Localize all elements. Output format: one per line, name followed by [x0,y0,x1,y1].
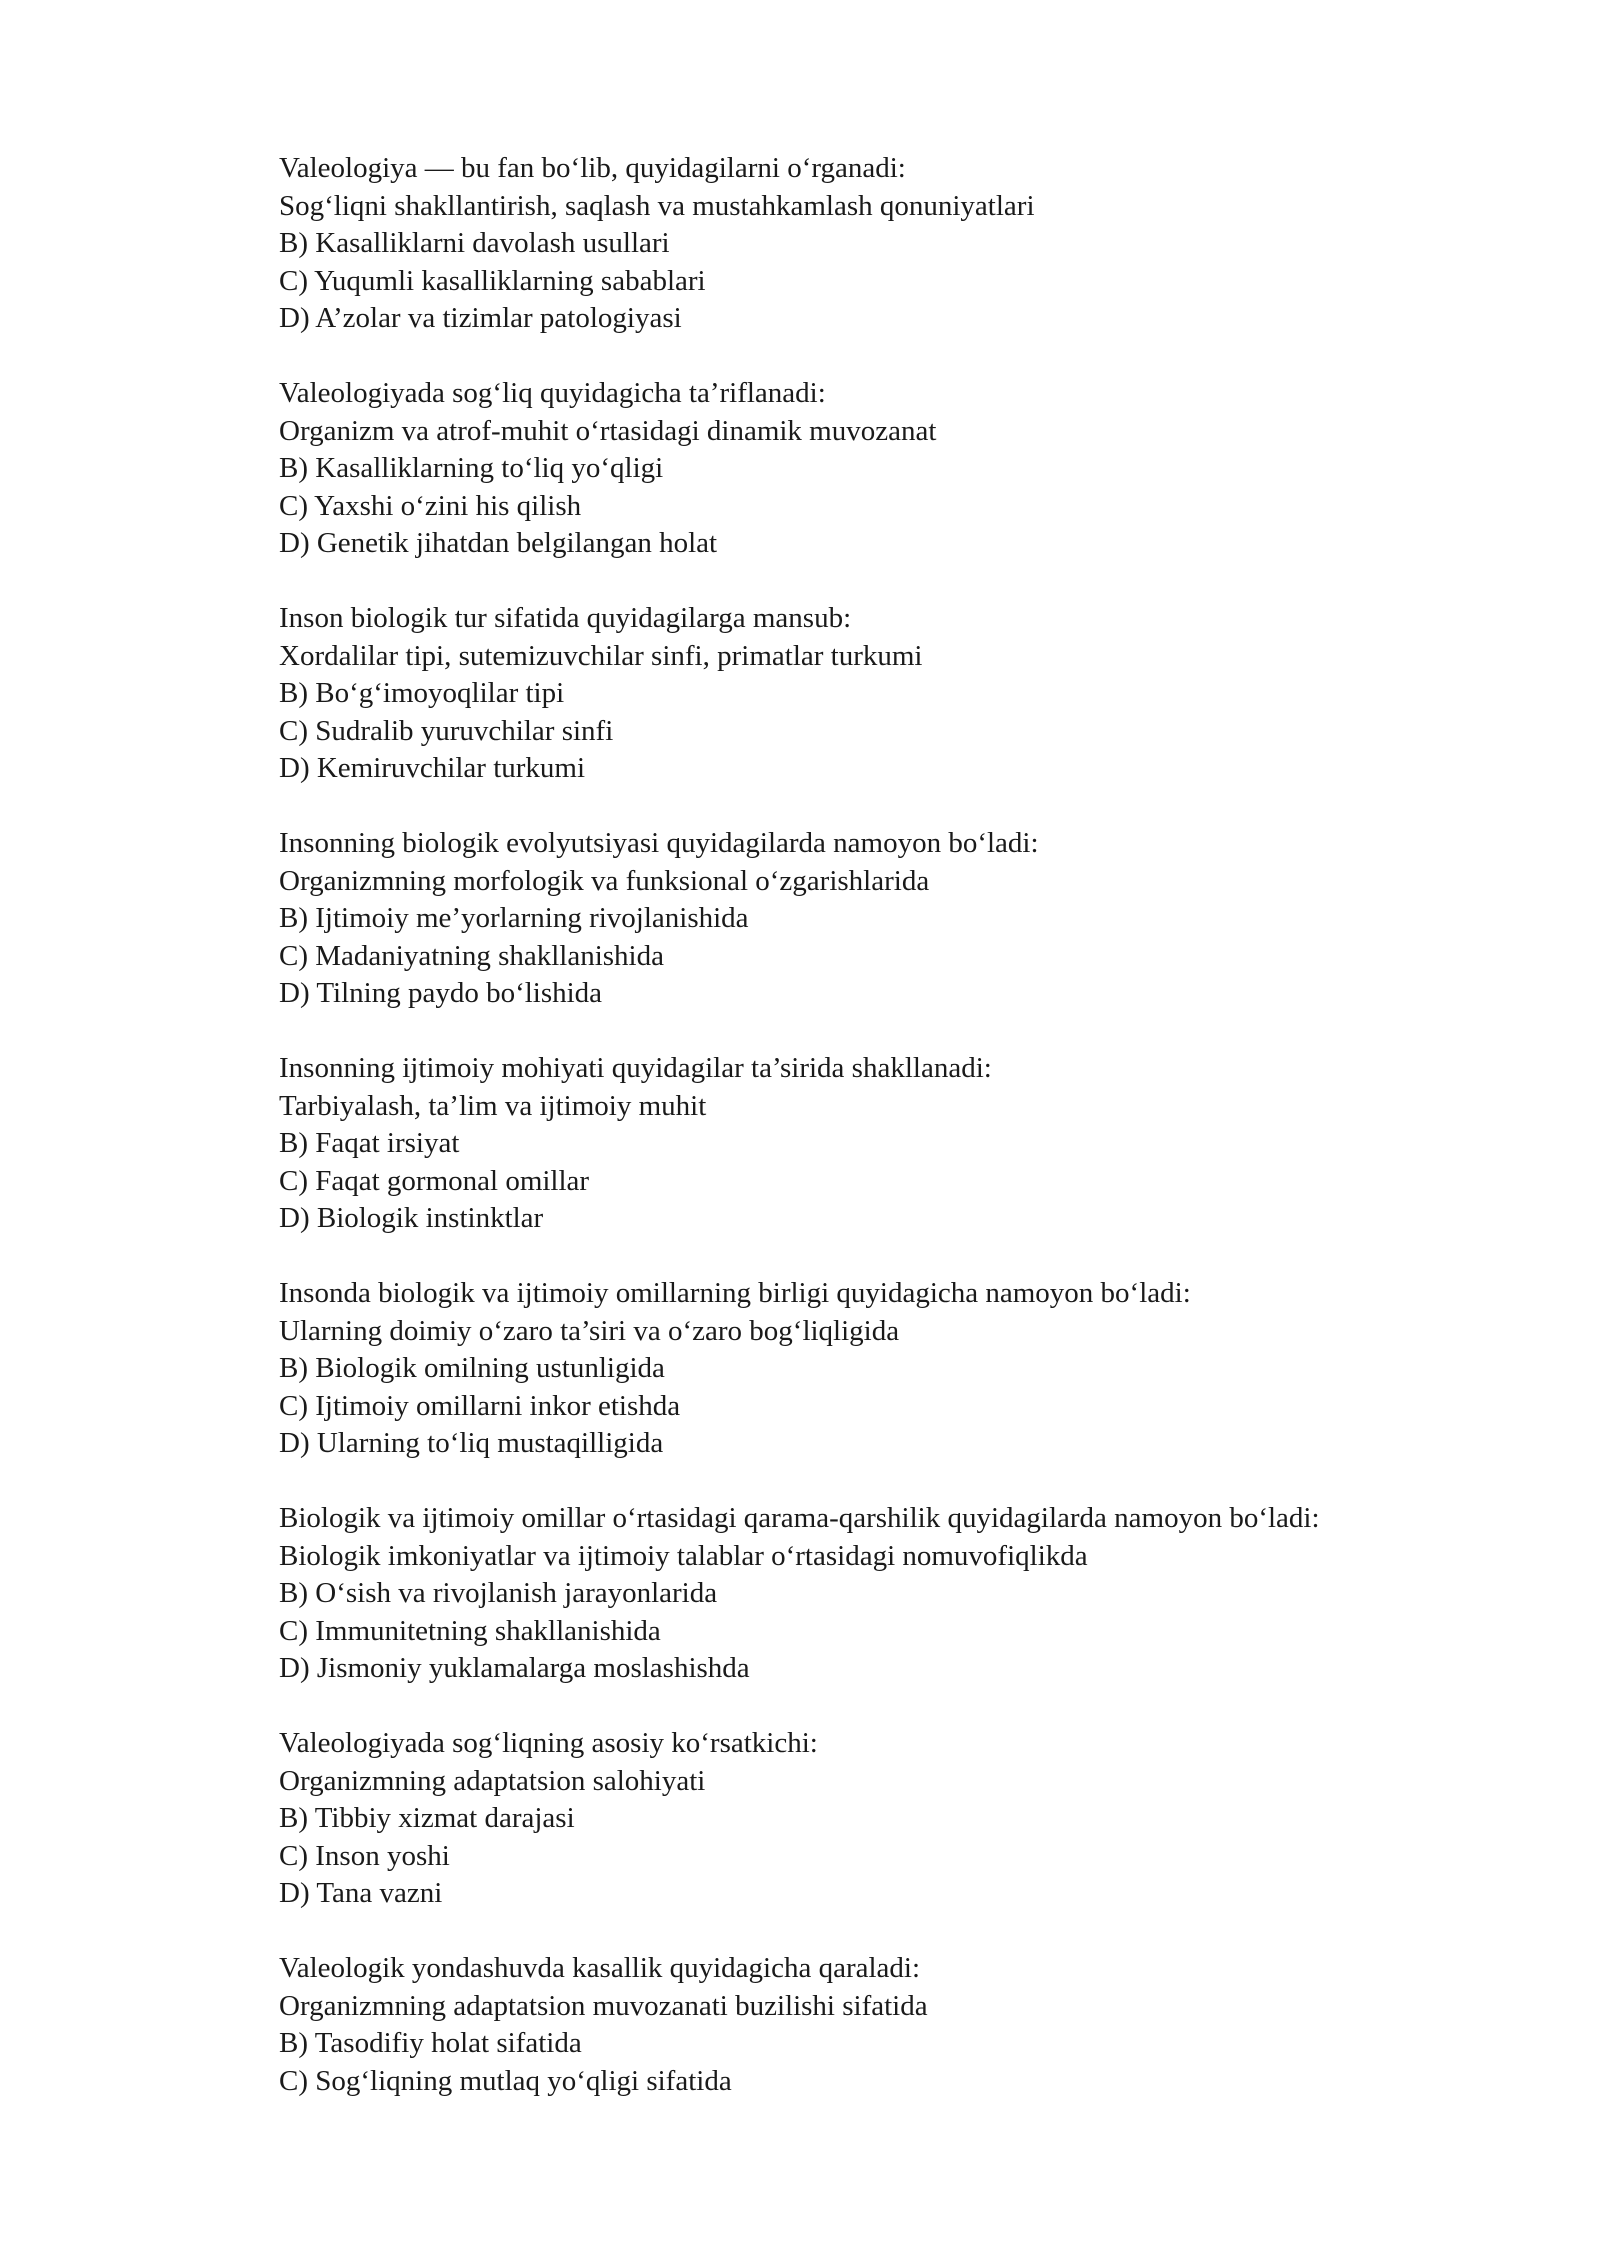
answer-option: B) Biologik omilning ustunligida [279,1352,665,1384]
answer-option: D) A’zolar va tizimlar patologiyasi [279,302,682,334]
question-prompt: Valeologiyada sog‘liqning asosiy ko‘rsatkichi: [279,1727,818,1759]
answer-option-a: Ularning doimiy o‘zaro ta’siri va o‘zaro bog‘liqligida [279,1314,900,1347]
answer-option-a: Tarbiyalash, ta’lim va ijtimoiy muhit [279,1089,707,1122]
answer-option: B) Bo‘g‘imoyoqlilar tipi [279,677,565,709]
answer-option: C) Madaniyatning shakllanishida [279,939,664,972]
question-prompt: Valeologiyada sog‘liq quyidagicha ta’riflanadi: [279,377,826,409]
answer-option: D) Kemiruvchilar turkumi [279,752,586,784]
answer-option: D) Tilning paydo bo‘lishida [279,977,603,1009]
question-block [279,375,1539,563]
answer-option: B) Kasalliklarning to‘liq yo‘qligi [279,452,664,484]
answer-option: D) Genetik jihatdan belgilangan holat [279,527,718,559]
answer-option: C) Sudralib yuruvchilar sinfi [279,714,614,747]
question-prompt: Valeologiya — bu fan bo‘lib, quyidagilarni o‘rganadi: [279,152,906,184]
answer-option: C) Yuqumli kasalliklarning sabablari [279,264,706,297]
answer-option: D) Biologik instinktlar [279,1202,544,1234]
answer-option-a: Xordalilar tipi, sutemizuvchilar sinfi, primatlar turkumi [279,639,923,672]
answer-option: B) Tibbiy xizmat darajasi [279,1802,575,1834]
question-prompt: Insonning ijtimoiy mohiyati quyidagilar ta’sirida shakllanadi: [279,1052,992,1084]
answer-option-a: Organizmning adaptatsion muvozanati buzilishi sifatida [279,1989,928,2022]
answer-option: D) Jismoniy yuklamalarga moslashishda [279,1652,750,1684]
question-block [279,1275,1539,1463]
answer-option: B) Kasalliklarni davolash usullari [279,227,670,259]
question-prompt: Insonning biologik evolyutsiyasi quyidagilarda namoyon bo‘ladi: [279,827,1039,859]
answer-option: B) Tasodifiy holat sifatida [279,2027,582,2059]
answer-option-a: Organizmning morfologik va funksional o‘zgarishlarida [279,864,930,897]
answer-option: D) Tana vazni [279,1877,443,1909]
question-prompt: Biologik va ijtimoiy omillar o‘rtasidagi qarama-qarshilik quyidagilarda namoyon bo‘ladi: [279,1502,1320,1534]
question-block [279,1725,1539,1913]
question-prompt: Inson biologik tur sifatida quyidagilarga mansub: [279,602,852,634]
answer-option: B) Ijtimoiy me’yorlarning rivojlanishida [279,902,749,934]
answer-option: C) Yaxshi o‘zini his qilish [279,489,582,522]
question-prompt: Insonda biologik va ijtimoiy omillarning birligi quyidagicha namoyon bo‘ladi: [279,1277,1191,1309]
answer-option-a: Biologik imkoniyatlar va ijtimoiy talablar o‘rtasidagi nomuvofiqlikda [279,1539,1088,1572]
question-block [279,1950,1539,2100]
question-block [279,600,1539,788]
answer-option: B) Faqat irsiyat [279,1127,460,1159]
question-block [279,1500,1539,1688]
answer-option: D) Ularning to‘liq mustaqilligida [279,1427,664,1459]
answer-option-a: Organizmning adaptatsion salohiyati [279,1764,706,1797]
question-prompt: Valeologik yondashuvda kasallik quyidagicha qaraladi: [279,1952,921,1984]
answer-option: C) Ijtimoiy omillarni inkor etishda [279,1389,681,1422]
answer-option: B) O‘sish va rivojlanish jarayonlarida [279,1577,718,1609]
question-block [279,825,1539,1013]
answer-option: C) Faqat gormonal omillar [279,1164,590,1197]
answer-option: C) Immunitetning shakllanishida [279,1614,661,1647]
question-block [279,1050,1539,1238]
question-block [279,150,1539,338]
answer-option-a: Sog‘liqni shakllantirish, saqlash va mustahkamlash qonuniyatlari [279,189,1035,222]
question-list [279,150,1539,2138]
answer-option: C) Sog‘liqning mutlaq yo‘qligi sifatida [279,2064,732,2097]
answer-option: C) Inson yoshi [279,1839,450,1872]
answer-option-a: Organizm va atrof-muhit o‘rtasidagi dinamik muvozanat [279,414,937,447]
